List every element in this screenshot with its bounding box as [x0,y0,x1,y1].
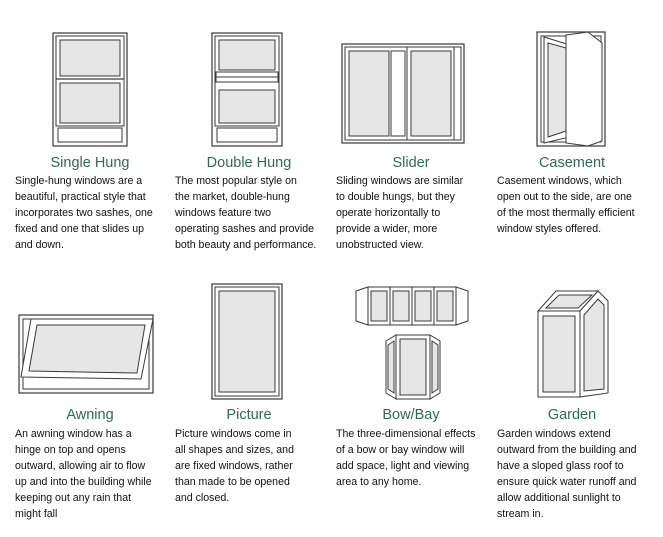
window-title: Garden [547,407,597,423]
window-description: Garden windows extend outward from the building and have a sloped glass roof to ensure quick water runoff and allow additional sunlight to stream in. [497,428,637,520]
window-title: Picture [226,407,272,423]
window-title: Double Hung [206,155,292,171]
window-description: The three-dimensional effects of a bow or bay window will add space, light and viewing area to any home. [336,428,476,488]
window-title: Slider [392,155,430,171]
casement-window-icon [536,31,608,149]
window-description: Single-hung windows are a beautiful, practical style that incorporates two sashes, one fixed and one that slides up and down. [15,175,153,251]
window-title: Bow/Bay [382,407,440,423]
window-title: Awning [66,407,114,423]
window-description: Sliding windows are similar to double hungs, but they operate horizontally to provide a wider, more unobstructed view. [336,175,464,251]
window-description: The most popular style on the market, double-hung windows feature two operating sashes and provide both beauty and performance. [175,175,317,251]
slider-window-icon [341,43,465,145]
picture-window-icon [211,283,283,401]
window-description: Casement windows, which open out to the side, are one of the most thermally efficient window styles offered. [497,175,635,235]
window-title: Single Hung [50,155,130,171]
single-hung-window-icon [52,32,128,148]
double-hung-window-icon [211,32,283,148]
bow-bay-window-icon [354,285,470,403]
window-title: Casement [538,155,606,171]
awning-window-icon [17,313,157,397]
garden-window-icon [534,287,610,401]
window-description: An awning window has a hinge on top and opens outward, allowing air to flow up and into the building while keeping out any rain that might fall [15,428,152,520]
window-description: Picture windows come in all shapes and sizes, and are fixed windows, rather than made to be opened and closed. [175,428,294,504]
